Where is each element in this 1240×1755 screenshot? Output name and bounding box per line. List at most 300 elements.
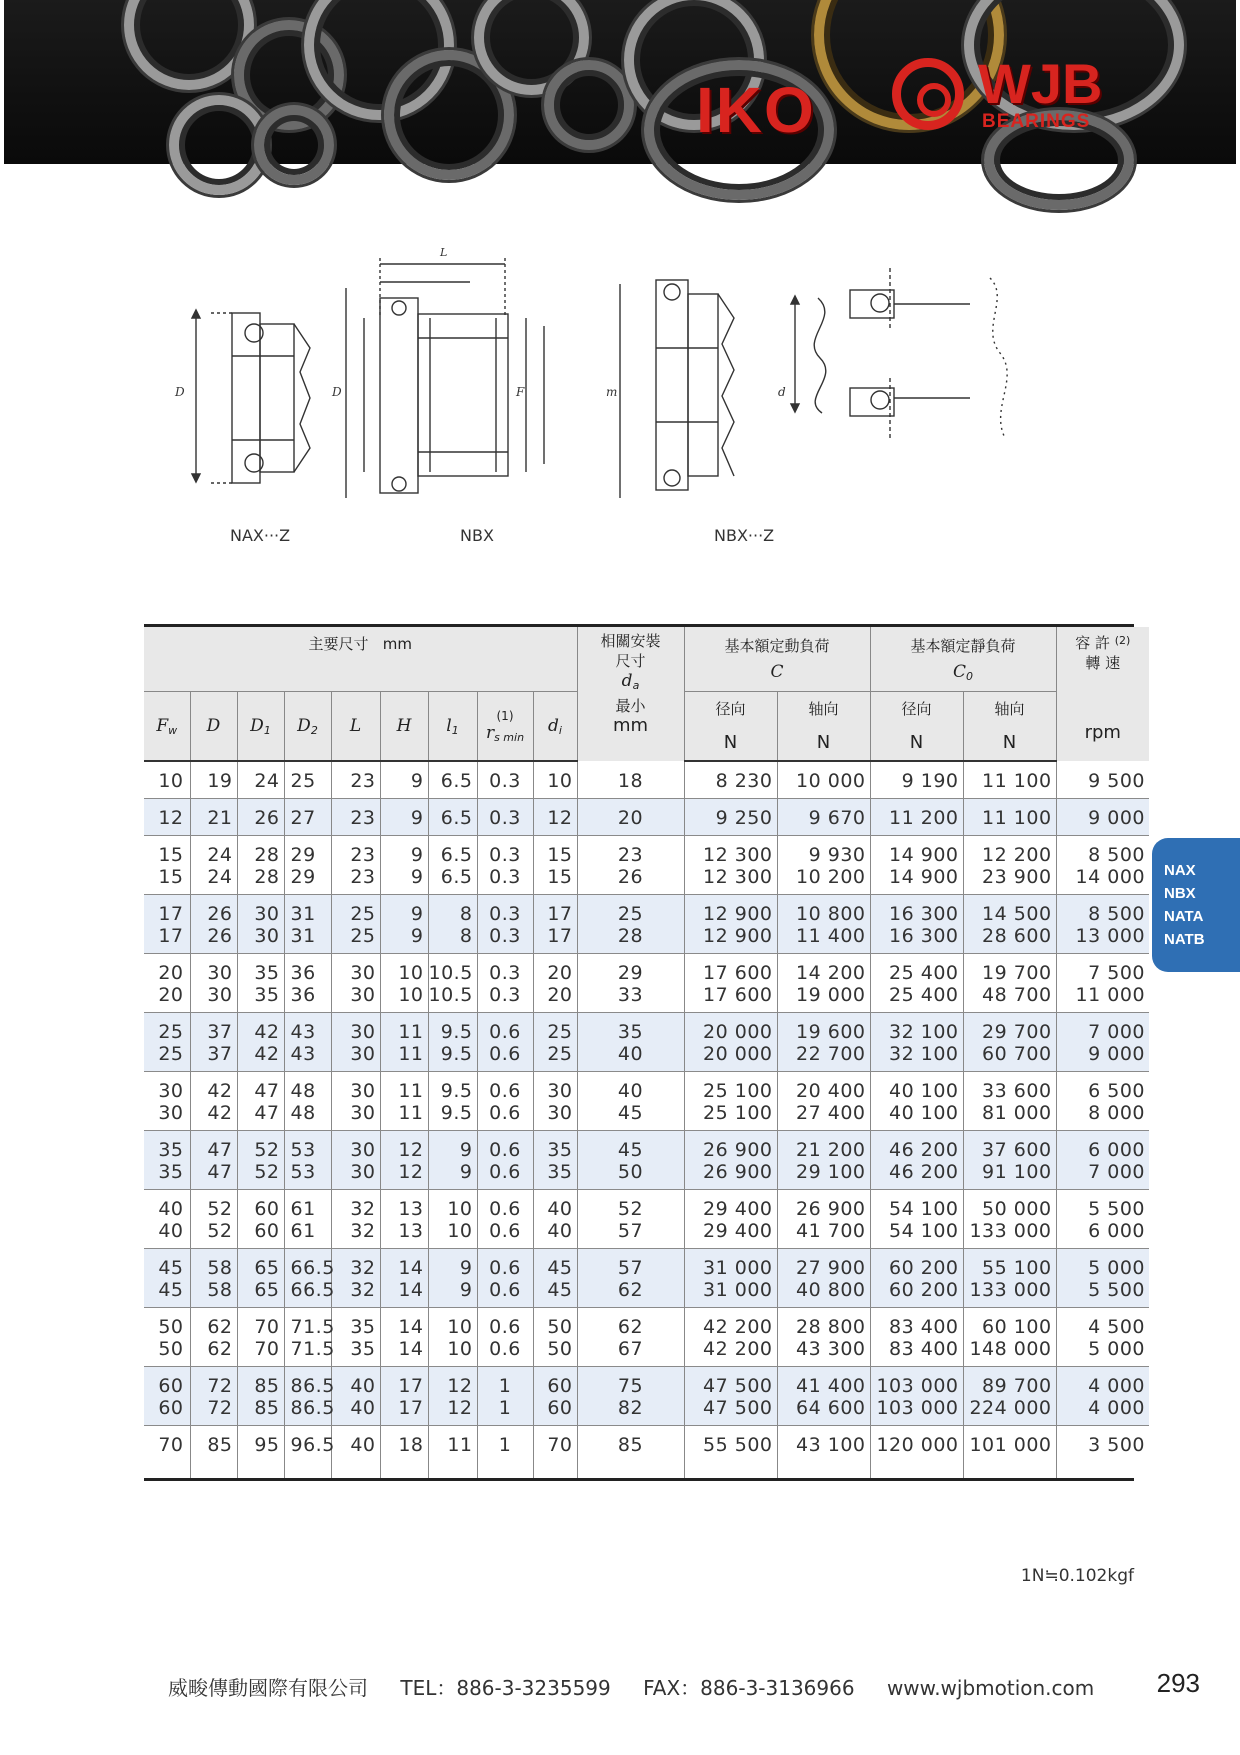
table-cell: 17 600 xyxy=(684,984,777,1013)
table-cell: 10.5 xyxy=(428,984,477,1013)
table-cell: 13 xyxy=(380,1220,428,1249)
table-cell: 70 xyxy=(237,1338,284,1367)
table-cell: 62 xyxy=(190,1308,237,1339)
header-banner xyxy=(4,0,1236,164)
table-cell: 10 800 xyxy=(777,895,870,926)
svg-text:m: m xyxy=(606,385,618,399)
table-cell: 52 xyxy=(237,1131,284,1162)
table-cell: 28 xyxy=(237,866,284,895)
table-cell: 62 xyxy=(190,1338,237,1367)
side-tab-item: NAX xyxy=(1164,862,1196,879)
col-c0-radial: 径向 N xyxy=(870,692,963,762)
table-cell: 62 xyxy=(577,1308,684,1339)
table-cell: 47 xyxy=(237,1072,284,1103)
table-cell: 58 xyxy=(190,1279,237,1308)
table-cell: 40 xyxy=(331,1367,380,1398)
table-cell: 133 000 xyxy=(963,1279,1056,1308)
table-cell: 57 xyxy=(577,1220,684,1249)
table-cell: 9.5 xyxy=(428,1043,477,1072)
bearings-logo-text: BEARINGS xyxy=(982,111,1091,132)
table-cell: 52 xyxy=(190,1220,237,1249)
table-cell: 25 xyxy=(284,761,331,799)
table-cell: 9.5 xyxy=(428,1013,477,1044)
table-cell: 30 xyxy=(331,954,380,985)
table-cell: 30 xyxy=(158,1080,184,1102)
table-cell: 45 xyxy=(144,1279,190,1308)
table-cell: 15 xyxy=(144,866,190,895)
table-cell: 8 500 xyxy=(1056,895,1149,926)
table-cell: 35 xyxy=(331,1338,380,1367)
table-cell: 12 900 xyxy=(684,895,777,926)
table-cell: 30 xyxy=(144,1102,190,1131)
table-cell: 17 xyxy=(533,925,577,954)
table-cell: 30 xyxy=(331,1161,380,1190)
col-c-radial: 径向 N xyxy=(684,692,777,762)
table-cell: 6 000 xyxy=(1056,1220,1149,1249)
table-cell: 0.6 xyxy=(477,1072,533,1103)
table-cell: 19 700 xyxy=(963,954,1056,985)
table-cell: 4 500 xyxy=(1056,1308,1149,1339)
table-cell: 30 xyxy=(331,1131,380,1162)
table-row xyxy=(144,1338,1149,1367)
table-cell: 1 xyxy=(477,1397,533,1426)
table-cell: 55 500 xyxy=(684,1426,777,1479)
table-cell: 0.3 xyxy=(477,761,533,799)
table-cell: 27 400 xyxy=(777,1102,870,1131)
table-cell: 83 400 xyxy=(870,1308,963,1339)
table-cell: 43 100 xyxy=(777,1426,870,1479)
table-cell: 33 xyxy=(577,984,684,1013)
col-h: H xyxy=(380,692,428,762)
table-cell: 11 100 xyxy=(963,799,1056,836)
table-cell: 6 000 xyxy=(1056,1131,1149,1162)
table-cell: 9 xyxy=(380,925,428,954)
table-cell: 26 xyxy=(190,925,237,954)
table-cell: 0.3 xyxy=(477,925,533,954)
table-cell: 25 100 xyxy=(684,1072,777,1103)
table-cell: 10 200 xyxy=(777,866,870,895)
table-cell: 11 xyxy=(380,1043,428,1072)
table-cell: 28 800 xyxy=(777,1308,870,1339)
table-cell: 9 xyxy=(380,836,428,867)
table-cell: 33 600 xyxy=(963,1072,1056,1103)
table-cell: 43 300 xyxy=(777,1338,870,1367)
table-cell: 45 xyxy=(577,1131,684,1162)
table-cell: 25 xyxy=(144,1043,190,1072)
table-bottom-rule xyxy=(144,1478,1134,1481)
table-cell: 62 xyxy=(577,1279,684,1308)
table-cell: 48 xyxy=(284,1072,331,1103)
table-cell: 42 xyxy=(190,1072,237,1103)
table-cell: 10 xyxy=(533,761,577,799)
table-cell: 12 300 xyxy=(684,866,777,895)
table-cell: 19 600 xyxy=(777,1013,870,1044)
table-cell: 14 200 xyxy=(777,954,870,985)
website-link[interactable]: www.wjbmotion.com xyxy=(886,1676,1095,1700)
table-cell: 32 xyxy=(331,1279,380,1308)
table-row xyxy=(144,761,1149,799)
table-cell: 11 xyxy=(428,1426,477,1479)
table-cell: 11 400 xyxy=(777,925,870,954)
table-cell: 0.6 xyxy=(477,1249,533,1280)
table-cell: 9 xyxy=(428,1279,477,1308)
table-cell: 43 xyxy=(284,1013,331,1044)
table-cell: 50 000 xyxy=(963,1190,1056,1221)
bearing-cross-section-diagrams xyxy=(150,246,1130,558)
table-cell: 81 000 xyxy=(963,1102,1056,1131)
table-cell: 0.6 xyxy=(477,1161,533,1190)
table-cell: 24 xyxy=(190,866,237,895)
table-cell: 9 000 xyxy=(1056,799,1149,836)
table-cell: 14 xyxy=(380,1279,428,1308)
table-cell: 31 000 xyxy=(684,1249,777,1280)
table-cell: 71.5 xyxy=(284,1338,331,1367)
table-cell: 6 500 xyxy=(1056,1072,1149,1103)
table-cell: 103 000 xyxy=(870,1367,963,1398)
table-cell: 50 xyxy=(533,1308,577,1339)
table-cell: 101 000 xyxy=(963,1426,1056,1479)
table-cell: 20 xyxy=(158,962,184,984)
main-dimensions-header: 主要尺寸 mm xyxy=(144,627,577,692)
table-cell: 0.3 xyxy=(477,866,533,895)
table-cell: 17 xyxy=(533,895,577,926)
table-cell: 9.5 xyxy=(428,1072,477,1103)
table-cell: 10 000 xyxy=(777,761,870,799)
table-cell: 20 000 xyxy=(684,1043,777,1072)
table-cell: 42 xyxy=(237,1013,284,1044)
table-cell: 15 xyxy=(533,836,577,867)
table-row xyxy=(144,1279,1149,1308)
table-cell: 4 000 xyxy=(1056,1397,1149,1426)
table-cell: 64 600 xyxy=(777,1397,870,1426)
table-cell: 36 xyxy=(284,954,331,985)
table-cell: 28 xyxy=(577,925,684,954)
col-c0-axial: 轴向 N xyxy=(963,692,1056,762)
table-row xyxy=(144,1190,1149,1221)
table-cell: 26 900 xyxy=(777,1190,870,1221)
table-cell: 133 000 xyxy=(963,1220,1056,1249)
table-cell: 16 300 xyxy=(870,925,963,954)
table-cell: 0.3 xyxy=(477,954,533,985)
table-cell: 25 100 xyxy=(684,1102,777,1131)
table-cell: 40 800 xyxy=(777,1279,870,1308)
table-cell: 65 xyxy=(237,1279,284,1308)
page-number: 293 xyxy=(1156,1668,1200,1698)
table-cell: 85 xyxy=(190,1426,237,1479)
table-cell: 60 700 xyxy=(963,1043,1056,1072)
table-cell: 0.6 xyxy=(477,1102,533,1131)
table-cell: 0.6 xyxy=(477,1308,533,1339)
table-cell: 75 xyxy=(577,1367,684,1398)
table-cell: 21 200 xyxy=(777,1131,870,1162)
table-cell: 12 xyxy=(428,1367,477,1398)
table-cell: 46 200 xyxy=(870,1131,963,1162)
table-cell: 16 300 xyxy=(870,895,963,926)
table-cell: 17 600 xyxy=(684,954,777,985)
table-cell: 9 xyxy=(380,895,428,926)
table-cell: 70 xyxy=(158,1434,184,1456)
table-cell: 21 xyxy=(190,799,237,836)
table-cell: 47 500 xyxy=(684,1397,777,1426)
table-cell: 0.6 xyxy=(477,1338,533,1367)
table-row xyxy=(144,1397,1149,1426)
table-cell: 65 xyxy=(237,1249,284,1280)
allowable-speed-header: 容 許 $^{(2)}$ 轉 速 rpm xyxy=(1056,627,1149,761)
table-cell: 67 xyxy=(577,1338,684,1367)
table-cell: 61 xyxy=(284,1190,331,1221)
table-cell: 20 xyxy=(533,954,577,985)
table-cell: 32 100 xyxy=(870,1013,963,1044)
table-cell: 25 xyxy=(144,1013,190,1044)
table-cell: 20 xyxy=(533,984,577,1013)
table-cell: 32 xyxy=(331,1190,380,1221)
series-side-tab[interactable] xyxy=(1152,838,1240,972)
table-cell: 9 250 xyxy=(684,799,777,836)
table-cell: 89 700 xyxy=(963,1367,1056,1398)
table-row xyxy=(144,954,1149,985)
table-cell: 37 xyxy=(190,1043,237,1072)
table-cell: 15 xyxy=(533,866,577,895)
table-cell: 40 xyxy=(158,1198,184,1220)
col-l1: $l_1$ xyxy=(428,692,477,762)
table-cell: 96.5 xyxy=(284,1426,331,1479)
table-cell: 9 xyxy=(428,1161,477,1190)
specification-table xyxy=(144,624,1146,1481)
table-cell: 11 xyxy=(380,1102,428,1131)
table-cell: 10 xyxy=(380,984,428,1013)
table-cell: 14 xyxy=(380,1308,428,1339)
table-cell: 148 000 xyxy=(963,1338,1056,1367)
table-cell: 12 xyxy=(380,1131,428,1162)
table-cell: 5 000 xyxy=(1056,1338,1149,1367)
table-cell: 25 xyxy=(331,895,380,926)
table-cell: 1 xyxy=(477,1426,533,1479)
table-cell: 58 xyxy=(190,1249,237,1280)
table-cell: 25 400 xyxy=(870,984,963,1013)
table-cell: 14 000 xyxy=(1056,866,1149,895)
table-cell: 29 400 xyxy=(684,1220,777,1249)
table-cell: 47 xyxy=(190,1161,237,1190)
drawing-label-nbx: NBX xyxy=(460,526,494,545)
table-cell: 10 xyxy=(428,1308,477,1339)
table-cell: 42 200 xyxy=(684,1338,777,1367)
col-fw: $F_w$ xyxy=(144,692,190,762)
table-cell: 86.5 xyxy=(284,1397,331,1426)
company-name: 威畯傳動國際有限公司 xyxy=(168,1676,368,1700)
svg-text:F: F xyxy=(516,385,525,399)
table-cell: 29 400 xyxy=(684,1190,777,1221)
table-cell: 23 xyxy=(331,761,380,799)
table-cell: 35 xyxy=(237,954,284,985)
wjb-logo: WJB xyxy=(978,52,1103,115)
table-row xyxy=(144,1131,1149,1162)
table-cell: 54 100 xyxy=(870,1190,963,1221)
table-cell: 14 500 xyxy=(963,895,1056,926)
fax-number: FAX：886-3-3136966 xyxy=(643,1676,855,1700)
table-cell: 12 xyxy=(144,799,190,836)
table-cell: 28 xyxy=(237,836,284,867)
table-cell: 37 600 xyxy=(963,1131,1056,1162)
table-row xyxy=(144,1043,1149,1072)
table-row xyxy=(144,1426,1149,1479)
table-cell: 45 xyxy=(144,1249,190,1280)
table-row xyxy=(144,799,1149,836)
table-cell: 40 100 xyxy=(870,1102,963,1131)
table-cell: 9 xyxy=(428,1131,477,1162)
table-cell: 25 xyxy=(577,895,684,926)
table-cell: 7 500 xyxy=(1056,954,1149,985)
table-cell: 9 xyxy=(380,799,428,836)
table-cell: 32 xyxy=(331,1249,380,1280)
footer xyxy=(168,1672,1120,1701)
table-cell: 17 xyxy=(380,1397,428,1426)
table-cell: 29 xyxy=(284,836,331,867)
col-l: L xyxy=(331,692,380,762)
table-cell: 60 200 xyxy=(870,1249,963,1280)
col-rs-min: (1) $r_{s min}$ xyxy=(477,692,533,762)
table-cell: 60 xyxy=(533,1397,577,1426)
table-cell: 40 xyxy=(331,1397,380,1426)
table-cell: 35 xyxy=(237,984,284,1013)
table-cell: 11 xyxy=(380,1072,428,1103)
table-row xyxy=(144,1367,1149,1398)
table-cell: 72 xyxy=(190,1367,237,1398)
table-cell: 52 xyxy=(577,1190,684,1221)
table-cell: 0.3 xyxy=(477,895,533,926)
table-cell: 82 xyxy=(577,1397,684,1426)
table-cell: 14 xyxy=(380,1338,428,1367)
table-cell: 12 xyxy=(428,1397,477,1426)
table-cell: 20 xyxy=(577,799,684,836)
col-di: $d_i$ xyxy=(533,692,577,762)
table-cell: 60 xyxy=(144,1367,190,1398)
table-cell: 85 xyxy=(237,1367,284,1398)
table-cell: 30 xyxy=(533,1072,577,1103)
table-cell: 25 xyxy=(533,1013,577,1044)
table-cell: 26 900 xyxy=(684,1131,777,1162)
table-cell: 31 xyxy=(284,925,331,954)
table-row xyxy=(144,1220,1149,1249)
table-cell: 20 000 xyxy=(684,1013,777,1044)
table-cell: 50 xyxy=(144,1338,190,1367)
table-cell: 43 xyxy=(284,1043,331,1072)
table-cell: 29 700 xyxy=(963,1013,1056,1044)
col-d: D xyxy=(190,692,237,762)
table-cell: 66.5 xyxy=(284,1279,331,1308)
table-cell: 0.3 xyxy=(477,799,533,836)
table-row xyxy=(144,984,1149,1013)
technical-drawings xyxy=(150,246,1130,558)
table-cell: 6.5 xyxy=(428,866,477,895)
table-cell: 26 xyxy=(577,866,684,895)
table-cell: 23 xyxy=(577,836,684,867)
table-row xyxy=(144,1161,1149,1190)
table-cell: 30 xyxy=(533,1102,577,1131)
table-cell: 7 000 xyxy=(1056,1013,1149,1044)
table-cell: 85 xyxy=(237,1397,284,1426)
table-cell: 45 xyxy=(533,1249,577,1280)
dimension-load-table xyxy=(144,627,1149,1478)
table-row xyxy=(144,866,1149,895)
table-cell: 60 xyxy=(144,1397,190,1426)
table-cell: 26 900 xyxy=(684,1161,777,1190)
table-cell: 30 xyxy=(331,1102,380,1131)
table-cell: 12 900 xyxy=(684,925,777,954)
bearing-image xyxy=(544,60,634,150)
table-cell: 10 xyxy=(380,954,428,985)
table-cell: 23 xyxy=(331,866,380,895)
table-row xyxy=(144,1102,1149,1131)
table-cell: 23 xyxy=(331,836,380,867)
table-cell: 0.3 xyxy=(477,984,533,1013)
table-cell: 35 xyxy=(331,1308,380,1339)
table-cell: 12 200 xyxy=(963,836,1056,867)
table-cell: 50 xyxy=(577,1161,684,1190)
table-cell: 0.6 xyxy=(477,1013,533,1044)
table-cell: 12 xyxy=(533,799,577,836)
table-cell: 57 xyxy=(577,1249,684,1280)
table-cell: 9 670 xyxy=(777,799,870,836)
table-cell: 0.6 xyxy=(477,1131,533,1162)
table-cell: 30 xyxy=(237,925,284,954)
svg-text:L: L xyxy=(440,246,448,259)
table-cell: 41 700 xyxy=(777,1220,870,1249)
table-cell: 19 000 xyxy=(777,984,870,1013)
table-cell: 12 xyxy=(380,1161,428,1190)
table-cell: 30 xyxy=(331,984,380,1013)
svg-text:D: D xyxy=(175,385,185,399)
table-cell: 17 xyxy=(144,925,190,954)
table-cell: 95 xyxy=(237,1426,284,1479)
table-cell: 60 xyxy=(237,1190,284,1221)
table-cell: 23 xyxy=(331,799,380,836)
table-cell: 5 500 xyxy=(1056,1190,1149,1221)
table-cell: 10 xyxy=(428,1220,477,1249)
table-cell: 72 xyxy=(190,1397,237,1426)
phone-number: TEL：886-3-3235599 xyxy=(400,1676,611,1700)
table-cell: 10 xyxy=(428,1338,477,1367)
table-cell: 120 000 xyxy=(870,1426,963,1479)
table-cell: 42 xyxy=(190,1102,237,1131)
table-cell: 0.3 xyxy=(477,836,533,867)
table-cell: 42 xyxy=(237,1043,284,1072)
table-cell: 66.5 xyxy=(284,1249,331,1280)
table-cell: 60 xyxy=(237,1220,284,1249)
table-cell: 6.5 xyxy=(428,836,477,867)
drawing-label-nbx-z: NBX···Z xyxy=(714,526,775,545)
table-cell: 24 xyxy=(190,836,237,867)
table-cell: 60 xyxy=(533,1367,577,1398)
table-cell: 40 xyxy=(533,1220,577,1249)
table-cell: 5 500 xyxy=(1056,1279,1149,1308)
table-cell: 27 900 xyxy=(777,1249,870,1280)
table-cell: 45 xyxy=(533,1279,577,1308)
table-cell: 53 xyxy=(284,1161,331,1190)
table-cell: 54 100 xyxy=(870,1220,963,1249)
table-cell: 6.5 xyxy=(428,761,477,799)
table-row xyxy=(144,1013,1149,1044)
table-cell: 103 000 xyxy=(870,1397,963,1426)
unit-conversion-note: 1N≒0.102kgf xyxy=(1020,1566,1134,1586)
table-row xyxy=(144,1072,1149,1103)
table-cell: 14 900 xyxy=(870,866,963,895)
dynamic-load-header: 基本額定動負荷 C xyxy=(684,627,870,692)
table-cell: 31 000 xyxy=(684,1279,777,1308)
table-cell: 0.6 xyxy=(477,1190,533,1221)
table-cell: 9 000 xyxy=(1056,1043,1149,1072)
table-cell: 86.5 xyxy=(284,1367,331,1398)
table-cell: 15 xyxy=(158,844,184,866)
